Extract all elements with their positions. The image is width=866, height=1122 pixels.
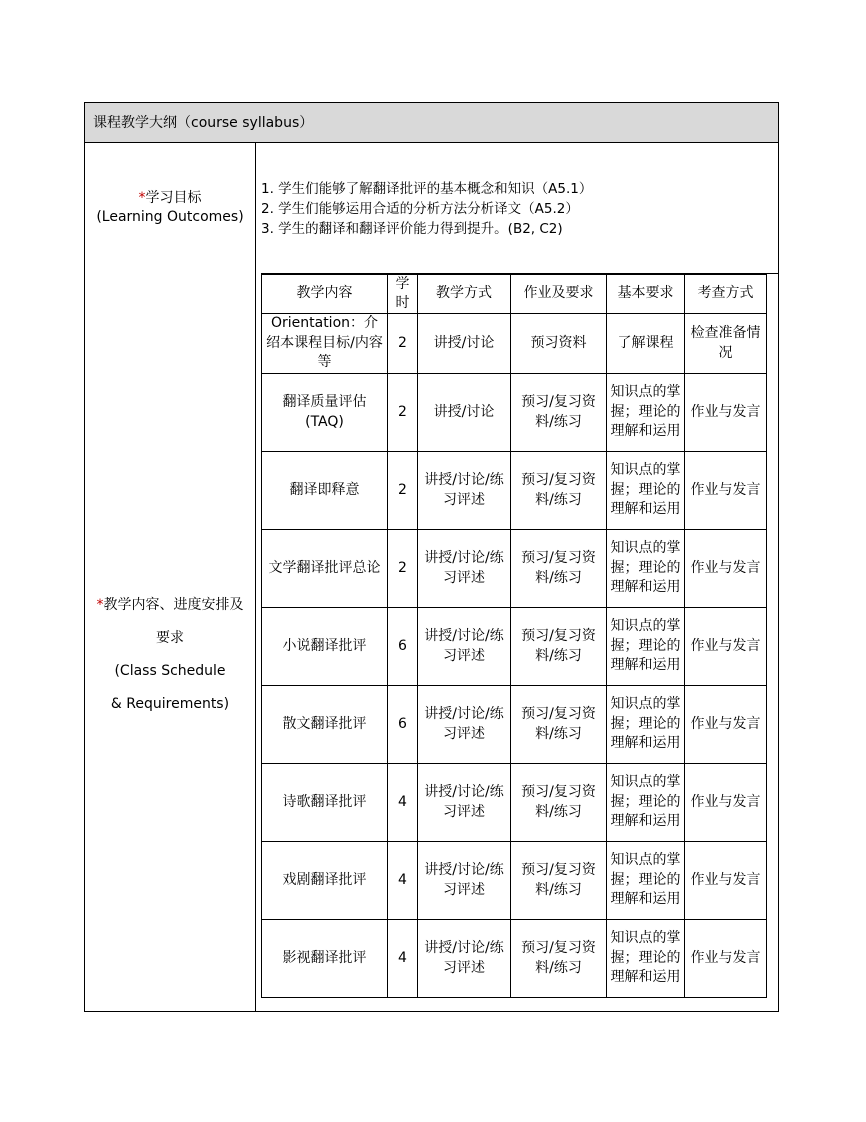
schedule-table bbox=[261, 274, 767, 998]
cell-method: 讲授/讨论 bbox=[418, 314, 511, 374]
cell-homework: 预习/复习资料/练习 bbox=[511, 530, 607, 608]
outcome-item: 1. 学生们能够了解翻译批评的基本概念和知识（A5.1） bbox=[261, 181, 593, 197]
required-mark: * bbox=[138, 190, 146, 206]
cell-assessment: 作业与发言 bbox=[685, 920, 767, 998]
table-row bbox=[262, 530, 767, 608]
cell-hours: 4 bbox=[388, 920, 418, 998]
class-schedule-label-cn-2: 要求 bbox=[156, 630, 184, 646]
cell-assessment: 作业与发言 bbox=[685, 452, 767, 530]
cell-basic: 知识点的掌握；理论的理解和运用 bbox=[607, 452, 685, 530]
table-row bbox=[262, 314, 767, 374]
cell-hours: 6 bbox=[388, 686, 418, 764]
cell-homework: 预习/复习资料/练习 bbox=[511, 452, 607, 530]
cell-content: Orientation：介绍本课程目标/内容等 bbox=[262, 314, 388, 374]
cell-homework: 预习/复习资料/练习 bbox=[511, 842, 607, 920]
cell-method: 讲授/讨论/练习评述 bbox=[418, 920, 511, 998]
cell-assessment: 检查准备情况 bbox=[685, 314, 767, 374]
cell-method: 讲授/讨论 bbox=[418, 374, 511, 452]
cell-hours: 2 bbox=[388, 314, 418, 374]
table-row bbox=[262, 608, 767, 686]
cell-content: 翻译质量评估(TAQ) bbox=[262, 374, 388, 452]
header-hours-line-2: 时 bbox=[395, 295, 410, 311]
cell-basic: 知识点的掌握；理论的理解和运用 bbox=[607, 530, 685, 608]
cell-hours: 4 bbox=[388, 764, 418, 842]
cell-basic: 知识点的掌握；理论的理解和运用 bbox=[607, 608, 685, 686]
cell-basic: 了解课程 bbox=[607, 314, 685, 374]
cell-basic: 知识点的掌握；理论的理解和运用 bbox=[607, 686, 685, 764]
required-mark: * bbox=[96, 597, 104, 613]
cell-homework: 预习/复习资料/练习 bbox=[511, 764, 607, 842]
column-divider bbox=[255, 143, 256, 1011]
cell-assessment: 作业与发言 bbox=[685, 530, 767, 608]
cell-hours: 6 bbox=[388, 608, 418, 686]
table-row bbox=[262, 374, 767, 452]
header-method: 教学方式 bbox=[418, 275, 511, 314]
syllabus-frame bbox=[84, 102, 779, 1012]
cell-basic: 知识点的掌握；理论的理解和运用 bbox=[607, 842, 685, 920]
cell-method: 讲授/讨论/练习评述 bbox=[418, 686, 511, 764]
learning-outcomes-list bbox=[261, 179, 592, 239]
class-schedule-label-en-2: & Requirements) bbox=[110, 696, 230, 712]
header-content: 教学内容 bbox=[262, 275, 388, 314]
header-hours-line-1: 学 bbox=[395, 276, 410, 292]
table-row bbox=[262, 452, 767, 530]
class-schedule-label-en-1: (Class Schedule bbox=[114, 663, 226, 679]
cell-content: 影视翻译批评 bbox=[262, 920, 388, 998]
cell-method: 讲授/讨论/练习评述 bbox=[418, 842, 511, 920]
cell-method: 讲授/讨论/练习评述 bbox=[418, 530, 511, 608]
section-title: 课程教学大纲（course syllabus） bbox=[93, 115, 314, 131]
cell-content: 戏剧翻译批评 bbox=[262, 842, 388, 920]
learning-outcomes-label-en: (Learning Outcomes) bbox=[96, 209, 244, 225]
cell-basic: 知识点的掌握；理论的理解和运用 bbox=[607, 374, 685, 452]
table-row bbox=[262, 842, 767, 920]
cell-method: 讲授/讨论/练习评述 bbox=[418, 764, 511, 842]
table-row bbox=[262, 686, 767, 764]
header-assessment: 考查方式 bbox=[685, 275, 767, 314]
learning-outcomes-label-cn: 学习目标 bbox=[145, 190, 202, 206]
table-header-row bbox=[262, 275, 767, 314]
cell-homework: 预习资料 bbox=[511, 314, 607, 374]
cell-hours: 2 bbox=[388, 452, 418, 530]
cell-assessment: 作业与发言 bbox=[685, 608, 767, 686]
cell-assessment: 作业与发言 bbox=[685, 764, 767, 842]
cell-content: 翻译即释意 bbox=[262, 452, 388, 530]
cell-homework: 预习/复习资料/练习 bbox=[511, 608, 607, 686]
class-schedule-label bbox=[85, 589, 255, 721]
cell-basic: 知识点的掌握；理论的理解和运用 bbox=[607, 764, 685, 842]
cell-content: 散文翻译批评 bbox=[262, 686, 388, 764]
cell-assessment: 作业与发言 bbox=[685, 686, 767, 764]
outcome-item: 2. 学生们能够运用合适的分析方法分析译文（A5.2） bbox=[261, 201, 579, 217]
cell-homework: 预习/复习资料/练习 bbox=[511, 920, 607, 998]
cell-hours: 4 bbox=[388, 842, 418, 920]
cell-content: 文学翻译批评总论 bbox=[262, 530, 388, 608]
cell-hours: 2 bbox=[388, 374, 418, 452]
outcome-item: 3. 学生的翻译和翻译评价能力得到提升。(B2, C2) bbox=[261, 221, 563, 237]
learning-outcomes-label bbox=[85, 189, 255, 227]
cell-content: 小说翻译批评 bbox=[262, 608, 388, 686]
cell-homework: 预习/复习资料/练习 bbox=[511, 686, 607, 764]
cell-content: 诗歌翻译批评 bbox=[262, 764, 388, 842]
cell-homework: 预习/复习资料/练习 bbox=[511, 374, 607, 452]
section-header bbox=[85, 103, 778, 143]
table-row bbox=[262, 920, 767, 998]
header-basic: 基本要求 bbox=[607, 275, 685, 314]
header-hours bbox=[388, 275, 418, 314]
header-homework: 作业及要求 bbox=[511, 275, 607, 314]
table-row bbox=[262, 764, 767, 842]
cell-hours: 2 bbox=[388, 530, 418, 608]
cell-method: 讲授/讨论/练习评述 bbox=[418, 452, 511, 530]
cell-method: 讲授/讨论/练习评述 bbox=[418, 608, 511, 686]
cell-basic: 知识点的掌握；理论的理解和运用 bbox=[607, 920, 685, 998]
class-schedule-label-cn-1: 教学内容、进度安排及 bbox=[103, 597, 244, 613]
cell-assessment: 作业与发言 bbox=[685, 374, 767, 452]
cell-assessment: 作业与发言 bbox=[685, 842, 767, 920]
